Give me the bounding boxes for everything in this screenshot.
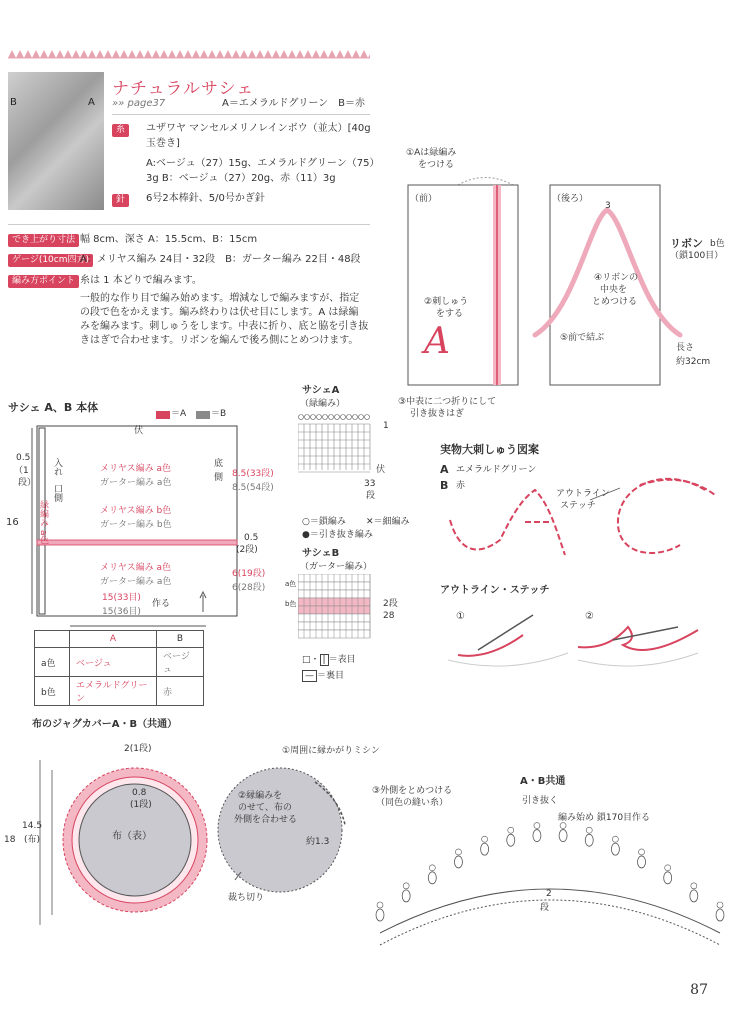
chart-a-row1: 1 <box>383 421 389 431</box>
border-triangle <box>128 50 136 58</box>
band3-a: メリヤス編み a色 <box>100 563 172 573</box>
border-triangle <box>312 50 320 58</box>
chain-stitch-mark <box>612 836 618 842</box>
chart-a-dan: 段 <box>366 491 376 501</box>
chain-stitch-mark <box>639 849 645 855</box>
chart-b-sub: （ガーター編み） <box>300 562 373 572</box>
legend-b: ＝B <box>211 409 227 419</box>
fuse-label: 伏 <box>134 426 144 436</box>
height-16: 16 <box>6 517 19 528</box>
divider <box>112 114 370 115</box>
border-triangle <box>80 50 88 58</box>
photo-label-a: A <box>88 97 95 108</box>
band3-b: ガーター編み a色 <box>100 577 172 587</box>
cloth-circle <box>218 768 342 892</box>
ribbon-chain: （鎖100目） <box>670 251 724 261</box>
table-cell: ベージュ <box>70 648 157 677</box>
assembly-note-2a: ②縁編みを <box>238 791 283 801</box>
picot-mark <box>690 890 698 902</box>
rows-85b: 8.5(54段) <box>232 483 274 493</box>
table-cell: B <box>157 631 204 648</box>
picot-mark <box>716 909 724 921</box>
points-label: 編み方ポイント <box>8 275 79 288</box>
border-triangle <box>24 50 32 58</box>
legend-a: ＝A <box>171 409 187 419</box>
symbol-knit: □・ | ＝表目 <box>302 655 356 665</box>
border-triangle <box>72 50 80 58</box>
chain-stitch-mark <box>347 415 352 420</box>
note-2a: ②刺しゅう <box>424 297 469 307</box>
picot-mark <box>638 856 646 868</box>
color-table <box>34 630 204 706</box>
picot-mark <box>402 890 410 902</box>
make-label: 作る <box>152 599 171 609</box>
decorative-border <box>8 48 370 60</box>
pull-label: 引き抜く <box>522 796 559 806</box>
chart-b-a: a色 <box>285 580 297 588</box>
note-1a: ①Aは緑編み <box>406 148 457 158</box>
chart-a-grid <box>298 410 378 482</box>
band1-a: メリヤス編み a色 <box>100 464 172 474</box>
border-triangle <box>272 50 280 58</box>
divider <box>8 224 370 225</box>
outline-stitch-title: アウトライン・ステッチ <box>440 585 550 596</box>
rows-6a: 6(19段) <box>232 569 266 579</box>
border-triangle <box>184 50 192 58</box>
border-triangle <box>104 50 112 58</box>
step-2: ② <box>585 611 594 622</box>
cut-label: 裁ち切り <box>228 893 265 903</box>
back-label: （後ろ） <box>552 194 589 204</box>
chain-stitch-mark <box>329 415 334 420</box>
embroidery-b-label: B <box>440 479 449 492</box>
length-2: 約32cm <box>676 357 711 367</box>
table-cell: a色 <box>35 648 70 677</box>
border-triangle <box>16 50 24 58</box>
thread <box>458 635 523 656</box>
border-triangle <box>208 50 216 58</box>
chain-stitch-mark <box>429 865 435 871</box>
chart-a-sub: （緑編み） <box>300 399 346 409</box>
border-triangle <box>224 50 232 58</box>
jar-cover-title: 布のジャグカバーA・B（共通） <box>32 719 178 730</box>
front-label: （前） <box>410 194 438 204</box>
chart-a-33: 33 <box>364 479 376 489</box>
chain-stitch-mark <box>305 415 310 420</box>
ribbon-label: リボン <box>670 237 703 250</box>
chart-b-b: b色 <box>285 600 297 608</box>
border-triangle <box>360 50 368 58</box>
jar-cover-diagram <box>30 755 220 940</box>
band1-b: ガーター編み a色 <box>100 478 172 488</box>
dim-18-label: 18 <box>4 835 16 845</box>
embroidery-pattern <box>440 460 740 570</box>
picot-mark <box>585 834 593 846</box>
rows-6b: 6(28段) <box>232 583 266 593</box>
note-3b: 引き抜きはぎ <box>410 409 465 419</box>
assembly-note-3a: ③外側をとめつける <box>372 786 453 796</box>
symbol-single-text: ＝細編み <box>373 517 410 527</box>
chain-stitch-mark <box>717 902 723 908</box>
outline-stitch-diagram <box>448 605 738 675</box>
symbol-purl-text: ＝裏目 <box>317 671 345 681</box>
yarn-line2: 玉巻き] <box>146 138 180 149</box>
thread <box>578 627 698 650</box>
symbol-single: ✕＝細編み <box>366 517 410 527</box>
chart-a-title: サシェA <box>302 385 340 396</box>
border-triangle <box>40 50 48 58</box>
border-triangle <box>192 50 200 58</box>
picot-mark <box>664 872 672 884</box>
common-label: A・B共通 <box>520 776 566 787</box>
table-cell: b色 <box>35 677 70 706</box>
table-cell: 赤 <box>157 677 204 706</box>
width-15a: 15(33目) <box>102 593 141 603</box>
border-triangle <box>304 50 312 58</box>
jar-r2: 2(1段) <box>124 744 152 754</box>
page-title: ナチュラルサシェ <box>112 79 255 99</box>
bottom-2: 側 <box>214 473 224 483</box>
chain-stitch-mark <box>482 836 488 842</box>
symbol-chain-text: ＝鎖編み <box>309 517 346 527</box>
border-triangle <box>344 50 352 58</box>
step-1: ① <box>456 611 465 622</box>
assembly-note-2b: のせて、布の <box>238 803 292 813</box>
embroidery-a-label: A <box>440 463 449 476</box>
yarn-label: 糸 <box>112 124 129 137</box>
chain-stitch-mark <box>353 415 358 420</box>
border-triangle <box>352 50 360 58</box>
page-ref: »» page37 <box>112 98 166 109</box>
picot-mark <box>559 830 567 842</box>
gauge-text: A：メリヤス編み 24目・32段 B：ガーター編み 22目・48段 <box>80 254 361 265</box>
chain-stitch-mark <box>560 823 566 829</box>
symbol-slip: ●＝引き抜き編み <box>302 530 373 540</box>
embroidery-letter-c <box>618 479 705 553</box>
size-text: 幅 8cm、深さ A：15.5cm、B：15cm <box>80 234 258 245</box>
assembly-note-2c: 外側を合わせる <box>234 815 298 825</box>
border-triangle <box>320 50 328 58</box>
border-triangle <box>136 50 144 58</box>
border-triangle <box>144 50 152 58</box>
row-05: 0.5 <box>16 453 31 463</box>
chain-stitch-mark <box>691 883 697 889</box>
chain-stitch-mark <box>317 415 322 420</box>
row-dan: 段 <box>540 903 550 913</box>
embroidery-a-color: エメラルドグリーン <box>456 465 537 475</box>
table-cell: ベージュ <box>157 648 204 677</box>
width-15b: 15(36目) <box>102 607 141 617</box>
outline-label-1: アウトライン <box>556 489 610 499</box>
picot-mark <box>376 909 384 921</box>
entry-2: 口側 <box>52 484 62 502</box>
chain-stitch-mark <box>365 415 370 420</box>
border-triangle <box>96 50 104 58</box>
chain-stitch-mark <box>508 827 514 833</box>
variant-colors: A＝エメラルドグリーン B＝赤 <box>222 98 366 109</box>
border-triangle <box>256 50 264 58</box>
note-4c: とめつける <box>592 297 638 307</box>
rows-2: (2段) <box>236 545 258 555</box>
border-triangle <box>160 50 168 58</box>
note-4b: 中央を <box>600 285 628 295</box>
chain-stitch-mark <box>335 415 340 420</box>
chain-stitch-mark <box>665 865 671 871</box>
row-1b: 段） <box>18 478 37 488</box>
body-chart-title <box>8 400 98 415</box>
picot-mark <box>533 830 541 842</box>
border-triangle <box>328 50 336 58</box>
yarn-line4: 3g B：ベージュ（27）20g、赤（11）3g <box>146 173 336 184</box>
table-row <box>35 677 204 706</box>
table-header <box>35 631 204 648</box>
approx-label: 約1.3 <box>306 837 330 847</box>
note-2b: をする <box>436 309 464 319</box>
symbol-slip-text: ＝引き抜き編み <box>309 530 373 540</box>
chain-stitch-mark <box>377 902 383 908</box>
picot-mark <box>507 834 515 846</box>
chain-stitch-mark <box>341 415 346 420</box>
outline-label-2: ステッチ <box>560 501 596 511</box>
page-ref-text: page37 <box>127 98 166 109</box>
table-cell <box>35 631 70 648</box>
embroidery-swash <box>640 480 715 495</box>
border-triangle <box>32 50 40 58</box>
points-line: 一般的な作り目で編み始めます。増減なしで編みますが、指定 <box>80 293 360 304</box>
rows-05b: 0.5 <box>244 533 259 543</box>
start-label: 編み始め 鎖170目作る <box>558 813 651 823</box>
length-1: 長さ <box>676 343 695 353</box>
note-5: ⑤前で結ぶ <box>560 333 605 343</box>
border-triangle <box>64 50 72 58</box>
edge-trim <box>458 178 513 186</box>
chart-a-fuse: 伏 <box>376 465 386 475</box>
row-1: （1 <box>14 466 29 476</box>
points-line: きはぎで合わせます。リボンを編んで後ろ側にとめつけます。 <box>80 335 359 346</box>
border-triangle <box>216 50 224 58</box>
base-chain <box>380 900 720 945</box>
green-edge-1: 緑編み <box>38 500 48 527</box>
table-row <box>35 648 204 677</box>
needle-label: 針 <box>112 194 129 207</box>
border-triangle <box>264 50 272 58</box>
assembly-diagram <box>215 760 355 900</box>
symbol-chain: ○＝鎖編み <box>302 517 346 527</box>
jar-r08b: (1段) <box>130 800 152 810</box>
points-line: の段で色をかえます。編み終わりは伏せ目にします。A は緑編 <box>80 307 359 318</box>
entry-1: 入れ <box>52 458 62 476</box>
border-triangle <box>240 50 248 58</box>
chain-stitch-mark <box>586 827 592 833</box>
border-triangle <box>168 50 176 58</box>
chain-stitch-mark <box>403 883 409 889</box>
border-triangle <box>8 50 16 58</box>
symbol-knit-text: ＝表目 <box>328 655 356 665</box>
photo-label-b: B <box>10 97 17 108</box>
border-triangle <box>152 50 160 58</box>
chain-stitch-mark <box>299 415 304 420</box>
note-1b: をつける <box>418 160 455 170</box>
num-3: 3 <box>605 201 611 211</box>
color-stripe <box>37 540 237 545</box>
border-triangle <box>232 50 240 58</box>
border-triangle <box>288 50 296 58</box>
yarn-line3: A:ベージュ（27）15g、エメラルドグリーン（75） <box>146 158 380 169</box>
chain-stitch-mark <box>534 823 540 829</box>
bottom-1: 底 <box>214 459 224 469</box>
points-line: 糸は 1 本どりで編みます。 <box>80 275 202 286</box>
legend-a-swatch <box>156 411 170 419</box>
row-two: 2 <box>546 889 552 899</box>
chain-stitch-mark <box>311 415 316 420</box>
yarn-line1: ユザワヤ マンセルメリノレインボウ（並太）[40g <box>146 123 371 134</box>
assembly-note-3b: （同色の縫い糸） <box>376 798 449 808</box>
picot-mark <box>454 856 462 868</box>
border-triangle <box>296 50 304 58</box>
note-4a: ④リボンの <box>594 273 639 283</box>
symbol-purl: — ＝裏目 <box>302 670 344 683</box>
chain-stitch-mark <box>359 415 364 420</box>
note-3a: ③中表に二つ折りにして <box>398 397 497 407</box>
border-triangle <box>200 50 208 58</box>
border-triangle <box>176 50 184 58</box>
embroidery-b-color: 赤 <box>456 481 466 491</box>
chart-b-title: サシェB <box>302 548 340 559</box>
band2-a: メリヤス編み b色 <box>100 506 172 516</box>
band2-b: ガーター編み b色 <box>100 520 172 530</box>
border-triangle <box>248 50 256 58</box>
picot-mark <box>611 843 619 855</box>
gauge-label: ゲージ(10cm四方) <box>8 254 93 267</box>
dim-145-label: 14.5 <box>22 821 43 831</box>
jar-r08: 0.8 <box>132 788 147 798</box>
rows-85a: 8.5(33段) <box>232 469 274 479</box>
table-cell: A <box>70 631 157 648</box>
chain-stitch-mark <box>323 415 328 420</box>
border-triangle <box>88 50 96 58</box>
border-triangle <box>336 50 344 58</box>
border-triangle <box>280 50 288 58</box>
legend-b-swatch <box>196 411 210 419</box>
chart-b-28: 28 <box>383 611 395 621</box>
table-cell: エメラルドグリーン <box>70 677 157 706</box>
ribbon-color: b色 <box>710 239 725 249</box>
fabric-line <box>578 653 698 666</box>
size-label: でき上がり寸法 <box>8 234 79 247</box>
border-triangle <box>368 50 370 58</box>
picot-mark <box>428 872 436 884</box>
border-triangle <box>112 50 120 58</box>
border-triangle <box>120 50 128 58</box>
assembly-note-1: ①周囲に縁かがりミシン <box>282 746 380 756</box>
cloth-label: 布（表） <box>112 831 152 842</box>
embroidery-letter-a <box>450 490 565 555</box>
embroidery-title: 実物大刺しゅう図案 <box>440 443 539 456</box>
chain-stitch-mark <box>455 849 461 855</box>
monogram: A <box>424 321 450 362</box>
page-number: 87 <box>690 982 708 998</box>
chart-b-grid <box>298 574 378 644</box>
border-triangle <box>48 50 56 58</box>
picot-mark <box>481 843 489 855</box>
dim-cloth-label: (布) <box>24 835 41 845</box>
needle-text: 6号2本棒針、5/0号かぎ針 <box>146 193 265 204</box>
green-edge-2: a色 <box>38 530 48 545</box>
body-chart-title-text: サシェ A、B 本体 <box>8 401 99 414</box>
points-line: みを編みます。刺しゅうをします。中表に折り、底と脇を引き抜 <box>80 321 369 332</box>
chart-b-2: 2段 <box>383 599 398 609</box>
product-photo <box>8 72 104 210</box>
border-triangle <box>56 50 64 58</box>
